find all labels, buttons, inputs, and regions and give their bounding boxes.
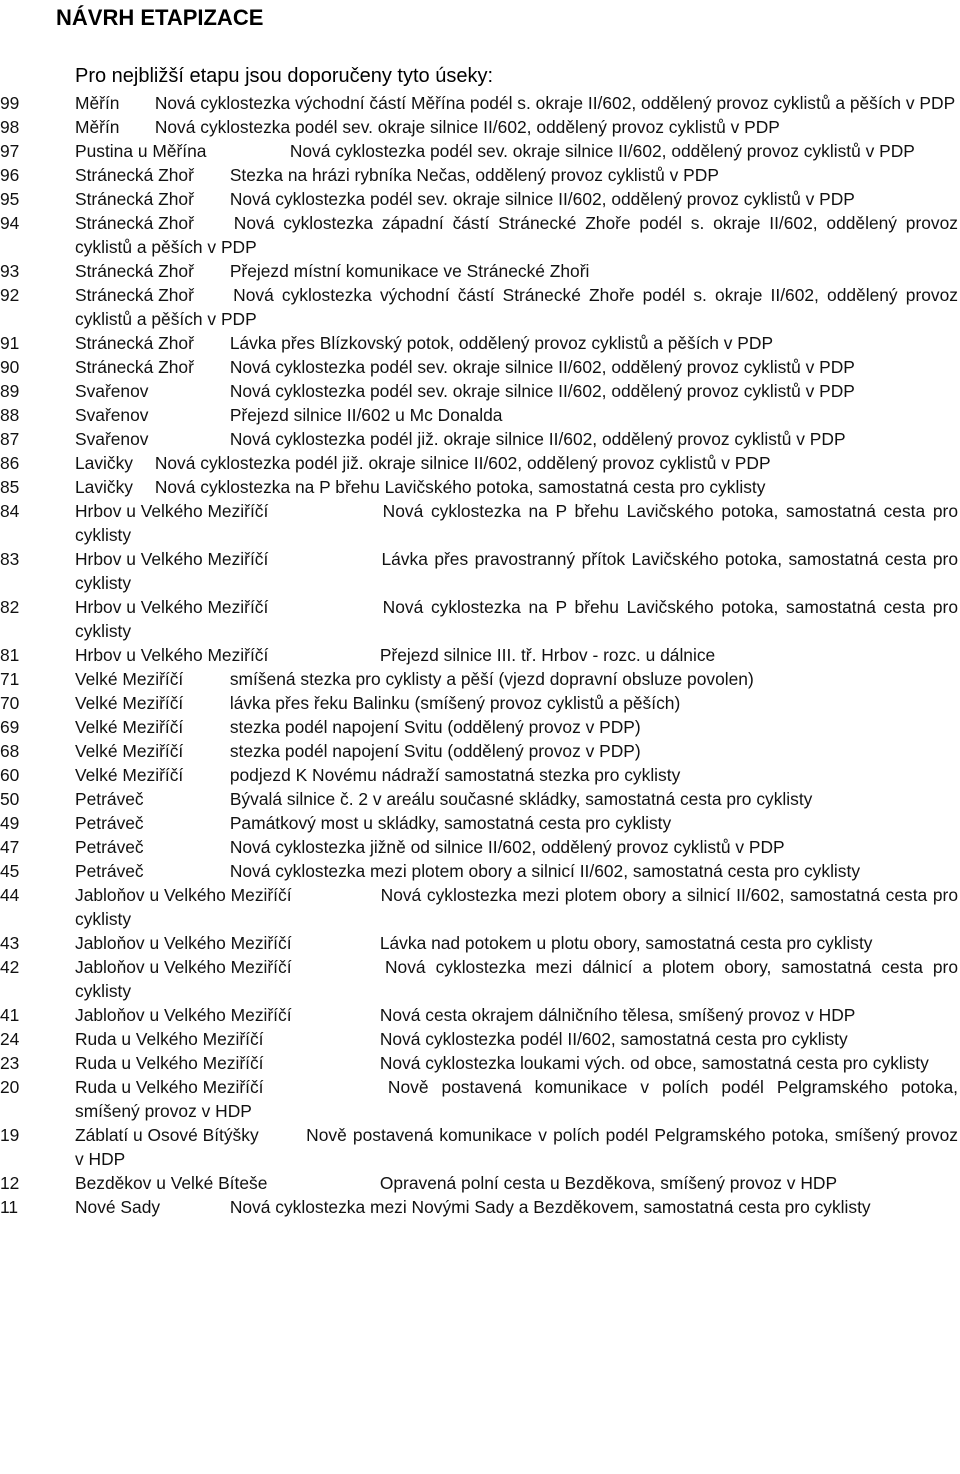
section-text [75,355,958,379]
section-text [75,283,958,331]
section-text [75,835,958,859]
section-place: Jabloňov u Velkého Meziříčí [75,933,292,953]
section-number: 42 [0,957,20,977]
list-item [0,115,958,139]
section-number: 45 [0,861,20,881]
section-description: Nová cyklostezka jižně od silnice II/602, oddělený provoz cyklistů v PDP [225,837,785,857]
section-place: Lavičky [75,477,133,497]
section-description: lávka přes řeku Balinku (smíšený provoz cyklistů a pěších) [225,693,681,713]
section-text [75,1123,958,1171]
section-description: Stezka na hrázi rybníka Nečas, oddělený provoz cyklistů v PDP [225,165,719,185]
section-place: Petráveč [75,837,144,857]
list-item [0,1123,958,1171]
section-description: Přejezd místní komunikace ve Stránecké Zhoři [225,261,590,281]
section-text [75,91,958,115]
section-text [75,403,958,427]
section-place: Hrbov u Velkého Meziříčí [75,645,269,665]
list-item [0,859,958,883]
section-text [75,1003,958,1027]
section-place: Velké Meziříčí [75,669,184,689]
section-text [75,715,958,739]
section-number: 91 [0,333,20,353]
section-description: Lávka přes pravostranný přítok Lavičského potoka, samostatná cesta pro cyklisty [75,549,958,593]
list-item [0,643,958,667]
section-place: Stránecká Zhoř [75,285,194,305]
section-description: Nová cyklostezka podél sev. okraje silnice II/602, oddělený provoz cyklistů v PDP [225,381,855,401]
section-description: smíšená stezka pro cyklisty a pěší (vjezd dopravní obsluze povolen) [225,669,754,689]
section-place: Stránecká Zhoř [75,333,194,353]
section-description: Nová cyklostezka podél II/602, samostatná cesta pro cyklisty [375,1029,848,1049]
list-item [0,955,958,1003]
list-item [0,451,958,475]
page-title: NÁVRH ETAPIZACE [56,5,264,30]
section-place: Svařenov [75,429,149,449]
section-number: 87 [0,429,20,449]
list-item [0,763,958,787]
section-description: Nově postavená komunikace v polích podél Pelgramského potoka, smíšený provoz v HDP [75,1077,958,1121]
section-description: Nová cyklostezka mezi plotem obory a silnicí II/602, samostatná cesta pro cyklisty [75,885,958,929]
section-place: Jabloňov u Velkého Meziříčí [75,885,292,905]
list-item [0,1003,958,1027]
section-text [75,643,958,667]
section-description: Nová cyklostezka podél sev. okraje silnice II/602, oddělený provoz cyklistů v PDP [285,141,915,161]
section-text [75,499,958,547]
list-item [0,787,958,811]
section-place: Pustina u Měřína [75,141,207,161]
section-number: 82 [0,597,20,617]
section-description: Nová cyklostezka západní částí Stránecké Zhoře podél s. okraje II/602, oddělený provoz cyklistů a pěších v PDP [75,213,958,257]
list-item [0,1027,958,1051]
section-place: Stránecká Zhoř [75,213,194,233]
section-description: Přejezd silnice III. tř. Hrbov - rozc. u dálnice [375,645,716,665]
section-number: 20 [0,1077,20,1097]
section-number: 24 [0,1029,20,1049]
list-item [0,283,958,331]
list-item [0,1075,958,1123]
section-description: Nová cyklostezka podél již. okraje silnice II/602, oddělený provoz cyklistů v PDP [150,453,771,473]
section-description: podjezd K Novému nádraží samostatná stezka pro cyklisty [225,765,681,785]
list-item [0,499,958,547]
section-description: Nová cyklostezka na P břehu Lavičského potoka, samostatná cesta pro cyklisty [150,477,766,497]
section-number: 70 [0,693,20,713]
section-place: Hrbov u Velkého Meziříčí [75,597,269,617]
section-number: 96 [0,165,20,185]
list-item [0,715,958,739]
list-item [0,331,958,355]
list-item [0,163,958,187]
list-item [0,139,958,163]
section-text [75,931,958,955]
section-text [75,883,958,931]
section-text [75,811,958,835]
section-place: Svařenov [75,381,149,401]
section-place: Měřín [75,93,120,113]
section-text [75,691,958,715]
list-item [0,403,958,427]
section-place: Bezděkov u Velké Bíteše [75,1173,268,1193]
list-item [0,883,958,931]
list-item [0,427,958,451]
section-number: 23 [0,1053,20,1073]
section-number: 97 [0,141,20,161]
list-item [0,211,958,259]
section-place: Petráveč [75,789,144,809]
section-text [75,163,958,187]
section-number: 88 [0,405,20,425]
section-number: 71 [0,669,20,689]
section-description: Opravená polní cesta u Bezděkova, smíšený provoz v HDP [375,1173,838,1193]
section-number: 92 [0,285,20,305]
section-place: Ruda u Velkého Meziříčí [75,1053,264,1073]
section-text [75,787,958,811]
section-text [75,475,958,499]
section-number: 50 [0,789,20,809]
section-description: Lávka nad potokem u plotu obory, samostatná cesta pro cyklisty [375,933,873,953]
section-description: Nová cyklostezka podél již. okraje silnice II/602, oddělený provoz cyklistů v PDP [225,429,846,449]
section-description: Nová cyklostezka mezi dálnicí a plotem obory, samostatná cesta pro cyklisty [75,957,958,1001]
section-text [75,211,958,259]
list-item [0,1171,958,1195]
section-description: Nová cyklostezka podél sev. okraje silnice II/602, oddělený provoz cyklistů v PDP [150,117,780,137]
section-number: 49 [0,813,20,833]
list-item [0,187,958,211]
section-number: 19 [0,1125,20,1145]
section-description: stezka podél napojení Svitu (oddělený provoz v PDP) [225,741,641,761]
section-number: 86 [0,453,20,473]
list-item [0,547,958,595]
section-number: 94 [0,213,20,233]
section-place: Petráveč [75,813,144,833]
section-description: Nová cyklostezka podél sev. okraje silnice II/602, oddělený provoz cyklistů v PDP [225,357,855,377]
list-item [0,91,958,115]
section-place: Velké Meziříčí [75,741,184,761]
section-place: Stránecká Zhoř [75,261,194,281]
section-description: Nová cyklostezka mezi plotem obory a silnicí II/602, samostatná cesta pro cyklisty [225,861,861,881]
section-text [75,859,958,883]
section-place: Jabloňov u Velkého Meziříčí [75,957,292,977]
section-text [75,955,958,1003]
list-item [0,667,958,691]
section-number: 93 [0,261,20,281]
section-place: Svařenov [75,405,149,425]
section-place: Stránecká Zhoř [75,357,194,377]
section-place: Stránecká Zhoř [75,165,194,185]
stage-list [0,91,958,1219]
list-item [0,835,958,859]
section-number: 95 [0,189,20,209]
section-place: Velké Meziříčí [75,765,184,785]
intro-text: Pro nejbližší etapu jsou doporučeny tyto úseky: [75,65,494,87]
section-number: 60 [0,765,20,785]
section-description: Nová cyklostezka na P břehu Lavičského potoka, samostatná cesta pro cyklisty [75,597,958,641]
list-item [0,475,958,499]
section-description: Bývalá silnice č. 2 v areálu současné skládky, samostatná cesta pro cyklisty [225,789,813,809]
section-description: Nová cyklostezka podél sev. okraje silnice II/602, oddělený provoz cyklistů v PDP [225,189,855,209]
section-text [75,667,958,691]
section-description: Nová cyklostezka loukami vých. od obce, samostatná cesta pro cyklisty [375,1053,929,1073]
section-number: 99 [0,93,20,113]
section-number: 83 [0,549,20,569]
section-number: 84 [0,501,20,521]
section-place: Záblatí u Osové Bítýšky [75,1125,259,1145]
section-text [75,547,958,595]
list-item [0,259,958,283]
section-place: Petráveč [75,861,144,881]
section-place: Jabloňov u Velkého Meziříčí [75,1005,292,1025]
section-description: Přejezd silnice II/602 u Mc Donalda [225,405,503,425]
list-item [0,811,958,835]
section-number: 44 [0,885,20,905]
section-text [75,1051,958,1075]
section-number: 43 [0,933,20,953]
list-item [0,1195,958,1219]
section-number: 12 [0,1173,20,1193]
section-place: Stránecká Zhoř [75,189,194,209]
section-description: Lávka přes Blízkovský potok, oddělený provoz cyklistů a pěších v PDP [225,333,774,353]
list-item [0,739,958,763]
section-text [75,427,958,451]
section-text [75,1195,958,1219]
section-text [75,451,958,475]
section-text [75,115,958,139]
section-text [75,379,958,403]
section-text [75,139,958,163]
section-description: Nová cyklostezka na P břehu Lavičského potoka, samostatná cesta pro cyklisty [75,501,958,545]
section-text [75,259,958,283]
section-description: Nově postavená komunikace v polích podél Pelgramského potoka, smíšený provoz v HDP [75,1125,958,1169]
section-description: Nová cyklostezka východní částí Měřína podél s. okraje II/602, oddělený provoz cyklistů a pěších v PDP [150,93,956,113]
section-number: 68 [0,741,20,761]
section-number: 81 [0,645,20,665]
section-description: Nová cyklostezka mezi Novými Sady a Bezděkovem, samostatná cesta pro cyklisty [225,1197,871,1217]
section-number: 11 [0,1197,19,1217]
section-number: 85 [0,477,20,497]
list-item [0,1051,958,1075]
section-number: 47 [0,837,20,857]
section-number: 69 [0,717,20,737]
section-description: Nová cyklostezka východní částí Stránecké Zhoře podél s. okraje II/602, oddělený provoz cyklistů a pěších v PDP [75,285,958,329]
section-text [75,1075,958,1123]
section-text [75,739,958,763]
section-text [75,595,958,643]
section-place: Hrbov u Velkého Meziříčí [75,501,269,521]
list-item [0,595,958,643]
section-place: Ruda u Velkého Meziříčí [75,1029,264,1049]
section-place: Velké Meziříčí [75,693,184,713]
section-number: 41 [0,1005,20,1025]
section-text [75,1027,958,1051]
section-text [75,1171,958,1195]
section-text [75,763,958,787]
section-place: Ruda u Velkého Meziříčí [75,1077,264,1097]
list-item [0,691,958,715]
section-number: 89 [0,381,20,401]
list-item [0,355,958,379]
list-item [0,379,958,403]
section-place: Velké Meziříčí [75,717,184,737]
section-place: Lavičky [75,453,133,473]
section-text [75,331,958,355]
section-number: 98 [0,117,20,137]
section-place: Měřín [75,117,120,137]
section-description: Nová cesta okrajem dálničního tělesa, smíšený provoz v HDP [375,1005,856,1025]
section-number: 90 [0,357,20,377]
section-place: Hrbov u Velkého Meziříčí [75,549,269,569]
section-text [75,187,958,211]
section-description: stezka podél napojení Svitu (oddělený provoz v PDP) [225,717,641,737]
section-place: Nové Sady [75,1197,161,1217]
section-description: Památkový most u skládky, samostatná cesta pro cyklisty [225,813,672,833]
list-item [0,931,958,955]
